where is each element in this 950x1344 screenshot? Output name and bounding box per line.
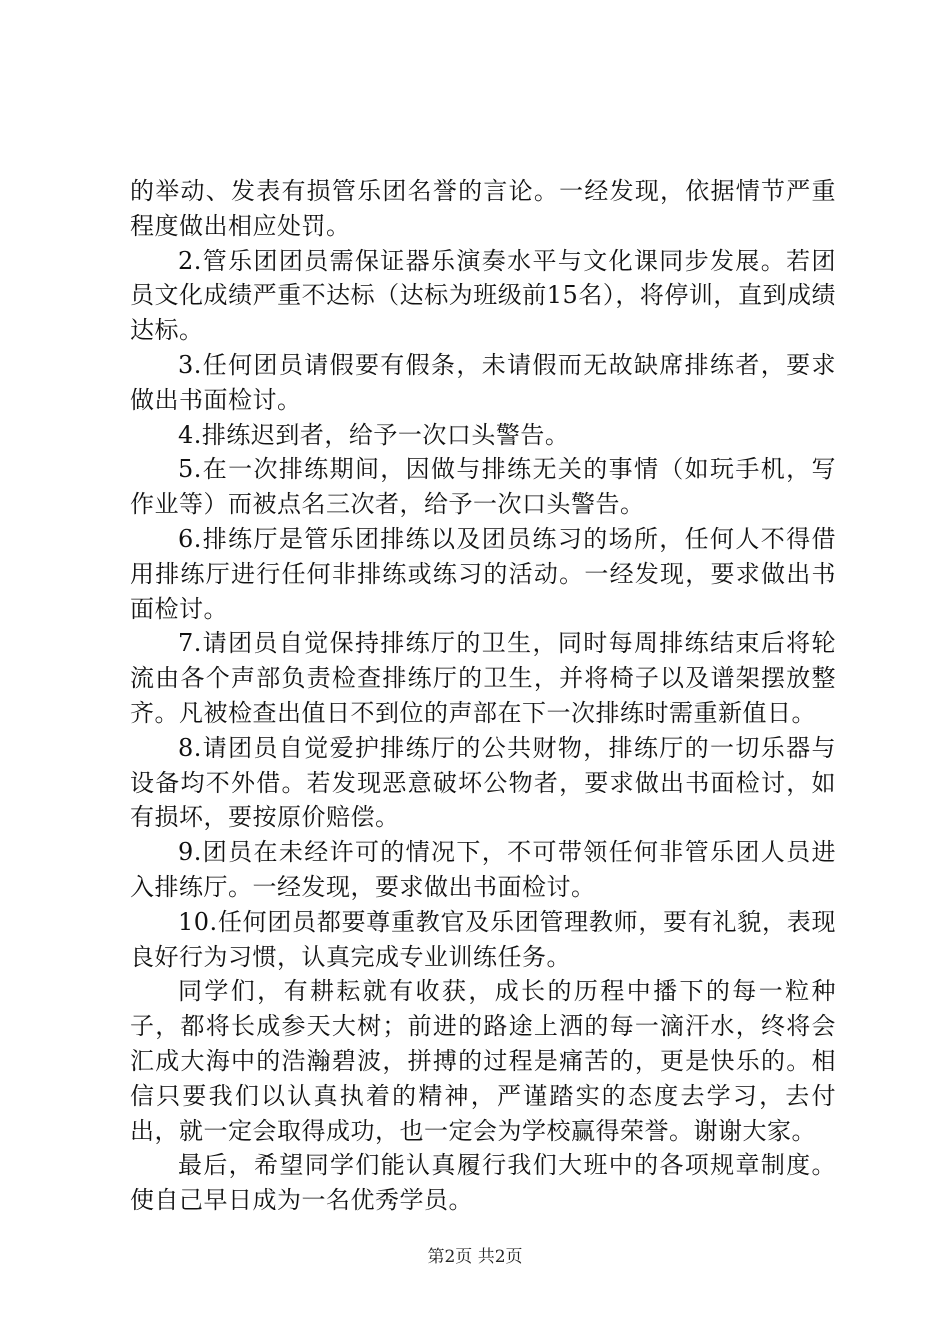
rule-8: 8.请团员自觉爱护排练厅的公共财物，排练厅的一切乐器与设备均不外借。若发现恶意破坏公物者，要求做出书面检讨，如有损坏，要按原价赔偿。 (130, 733, 836, 832)
rule-4: 4.排练迟到者，给予一次口头警告。 (178, 420, 570, 449)
page-footer: 第2页 共2页 (427, 1247, 523, 1267)
paragraph-continuation: 的举动、发表有损管乐团名誉的言论。一经发现，依据情节严重程度做出相应处罚。 (130, 177, 836, 240)
final-paragraph: 最后，希望同学们能认真履行我们大班中的各项规章制度。使自己早日成为一名优秀学员。 (130, 1151, 836, 1215)
document-body (130, 174, 836, 1218)
rule-5: 5.在一次排练期间，因做与排练无关的事情（如玩手机，写作业等）而被点名三次者，给予一次口头警告。 (130, 455, 836, 519)
rule-10: 10.任何团员都要尊重教官及乐团管理教师，要有礼貌，表现良好行为习惯，认真完成专业训练任务。 (130, 907, 836, 971)
rule-9: 9.团员在未经许可的情况下，不可带领任何非管乐团人员进入排练厅。一经发现，要求做出书面检讨。 (130, 838, 836, 901)
closing-paragraph: 同学们，有耕耘就有收获，成长的历程中播下的每一粒种子，都将长成参天大树；前进的路途上洒的每一滴汗水，终将会汇成大海中的浩瀚碧波，拼搏的过程是痛苦的，更是快乐的。相信只要我们以认真执着的精神，严谨踏实的态度去学习，去付出，就一定会取得成功，也一定会为学校赢得荣誉。谢谢大家。 (130, 977, 836, 1145)
rule-3: 3.任何团员请假要有假条，未请假而无故缺席排练者，要求做出书面检讨。 (130, 350, 836, 414)
rule-6: 6.排练厅是管乐团排练以及团员练习的场所，任何人不得借用排练厅进行任何非排练或练习的活动。一经发现，要求做出书面检讨。 (130, 524, 836, 623)
rule-2: 2.管乐团团员需保证器乐演奏水平与文化课同步发展。若团员文化成绩严重不达标（达标为班级前15名），将停训，直到成绩达标。 (130, 246, 836, 345)
rule-7: 7.请团员自觉保持排练厅的卫生，同时每周排练结束后将轮流由各个声部负责检查排练厅的卫生，并将椅子以及谱架摆放整齐。凡被检查出值日不到位的声部在下一次排练时需重新值日。 (130, 629, 836, 727)
